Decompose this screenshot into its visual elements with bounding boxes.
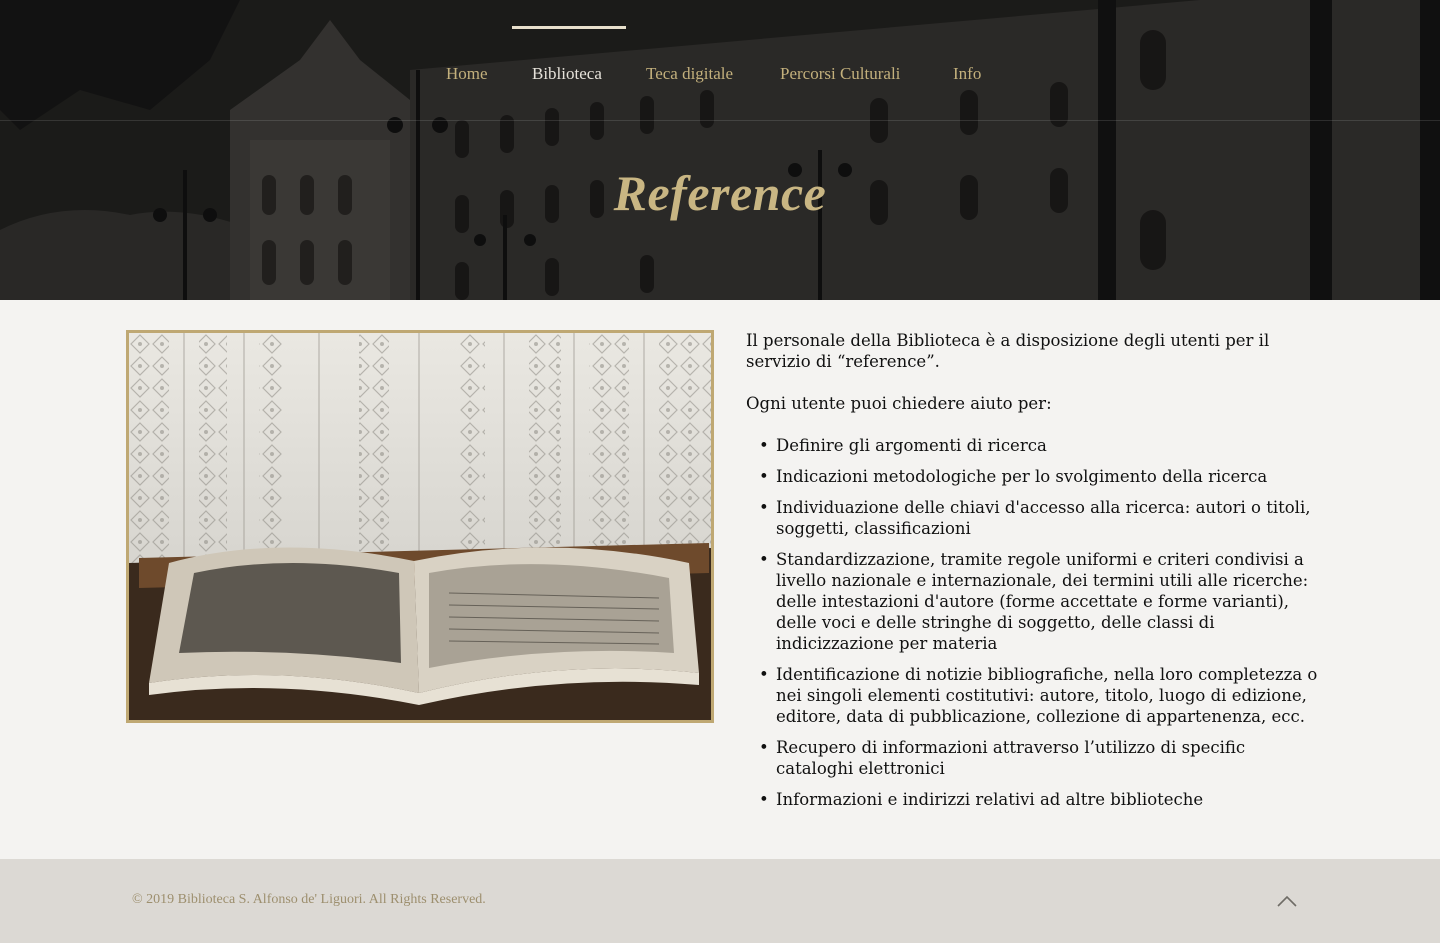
intro-paragraph: Il personale della Biblioteca è a disposizione degli utenti per il servizio di “reference”.	[746, 331, 1270, 371]
main-navigation	[0, 0, 1440, 120]
list-item: • Indicazioni metodologiche per lo svolgimento della ricerca	[746, 466, 1326, 487]
nav-item-percorsi-culturali[interactable]: Percorsi Culturali	[780, 64, 901, 83]
nav-item-teca-digitale[interactable]: Teca digitale	[646, 64, 734, 83]
list-item: • Informazioni e indirizzi relativi ad altre biblioteche	[746, 789, 1326, 810]
list-item: • Recupero di informazioni attraverso l’utilizzo di specific cataloghi elettronici	[746, 737, 1326, 779]
page-title: Reference	[613, 165, 827, 221]
book-photo	[126, 330, 714, 723]
reference-description	[746, 330, 1326, 820]
nav-item-biblioteca[interactable]: Biblioteca	[532, 64, 602, 83]
open-book-image	[129, 333, 711, 720]
nav-item-info[interactable]: Info	[953, 64, 982, 83]
main-content	[0, 300, 1440, 859]
list-item: • Individuazione delle chiavi d'accesso alla ricerca: autori o titoli, soggetti, classificazioni	[746, 497, 1326, 539]
nav-item-home[interactable]: Home	[446, 64, 488, 83]
list-item: • Standardizzazione, tramite regole uniformi e criteri condivisi a livello nazionale e internazionale, dei termini utili alle ricerche: delle intestazioni d'autore (forme accettate e forme varianti), delle voci e delle stringhe di soggetto, delle classi di indicizzazione per materia	[746, 549, 1326, 654]
copyright-text: © 2019 Biblioteca S. Alfonso de' Liguori. All Rights Reserved.	[132, 892, 486, 907]
lead-paragraph: Ogni utente puoi chiedere aiuto per:	[746, 394, 1052, 413]
list-item: • Identificazione di notizie bibliografiche, nella loro completezza o nei singoli elementi costitutivi: autore, titolo, luogo di edizione, editore, data di pubblicazione, collezione di appartenenza, ecc.	[746, 664, 1326, 727]
active-nav-indicator	[512, 26, 626, 29]
services-list	[746, 435, 1326, 810]
hero-banner	[0, 0, 1440, 300]
list-item: • Definire gli argomenti di ricerca	[746, 435, 1326, 456]
nav-divider	[0, 120, 1440, 121]
chevron-up-icon[interactable]	[1274, 891, 1300, 911]
site-footer	[0, 859, 1440, 943]
